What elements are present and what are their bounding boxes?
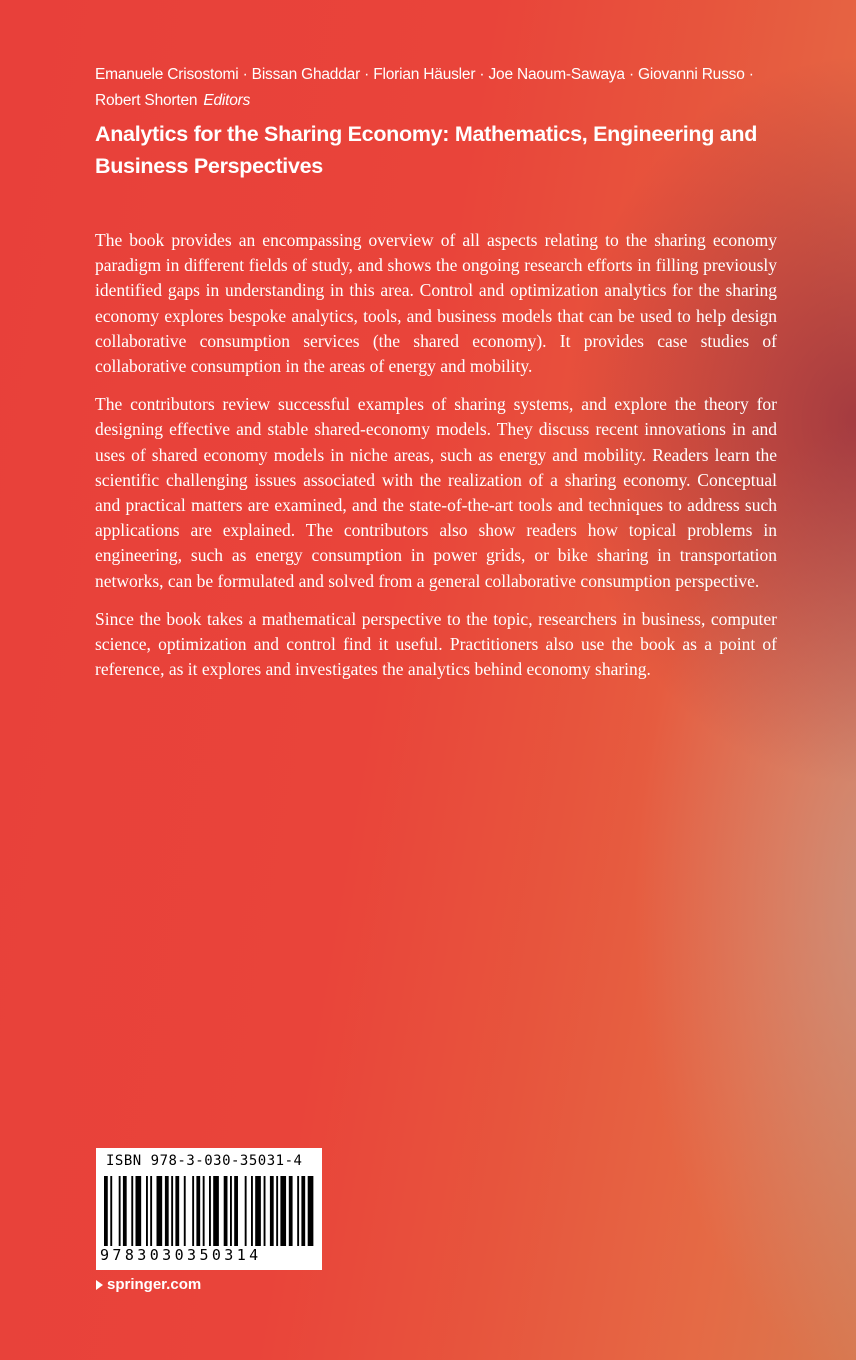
barcode-bar [192, 1176, 194, 1246]
barcode-bar [175, 1176, 179, 1246]
editor-names: Emanuele Crisostomi · Bissan Ghaddar · Florian Häusler · Joe Naoum-Sawaya · Giovanni Russo · Robert Shorten [95, 66, 754, 109]
barcode-bar [104, 1176, 108, 1246]
barcode-bar [213, 1176, 219, 1246]
barcode-bar [146, 1176, 148, 1246]
barcode-bar [308, 1176, 314, 1246]
barcode-bar [276, 1176, 278, 1246]
publisher-link-text: springer.com [107, 1276, 202, 1293]
barcode-bar [184, 1176, 186, 1246]
ean-digits: 9783030350314 [100, 1246, 262, 1264]
description-paragraph: Since the book takes a mathematical perspective to the topic, researchers in business, computer science, optimization and control find it useful. Practitioners also use the book as a point of reference, as it explores and investigates the analytics behind economy sharing. [95, 608, 777, 680]
isbn-barcode [96, 1148, 322, 1270]
barcode-bar [264, 1176, 266, 1246]
barcode-bar [234, 1176, 238, 1246]
barcode-bar [270, 1176, 274, 1246]
barcode-bar [131, 1176, 133, 1246]
barcode-bar [136, 1176, 142, 1246]
barcode-bar [280, 1176, 286, 1246]
barcode-bar [209, 1176, 211, 1246]
barcode-bar [224, 1176, 228, 1246]
description-paragraph: The book provides an encompassing overview of all aspects relating to the sharing economy paradigm in different fields of study, and shows the ongoing research efforts in filling previously identified gaps in understanding in this area. Control and optimization analytics for the sharing economy explores bespoke analytics, tools, and business models that can be used to help design collaborative consumption services (the shared economy). It provides case studies of collaborative consumption in the areas of energy and mobility. [95, 230, 777, 377]
barcode-bar [297, 1176, 299, 1246]
barcode-bar [230, 1176, 232, 1246]
barcode-bar [157, 1176, 163, 1246]
barcode-bars-icon [104, 1176, 314, 1246]
barcode-bar [171, 1176, 173, 1246]
barcode-bar [150, 1176, 152, 1246]
barcode-bar [165, 1176, 169, 1246]
barcode-bar [110, 1176, 112, 1246]
editors-line [95, 62, 775, 114]
barcode-bar [289, 1176, 293, 1246]
arrow-right-icon [96, 1280, 103, 1290]
barcode-bar [123, 1176, 127, 1246]
publisher-link[interactable] [96, 1276, 201, 1293]
editors-role: Editors [203, 92, 251, 109]
book-description [95, 228, 777, 695]
isbn-label: ISBN 978-3-030-35031-4 [106, 1153, 303, 1169]
barcode-bar [255, 1176, 261, 1246]
barcode-bar [203, 1176, 205, 1246]
barcode-bar [301, 1176, 305, 1246]
barcode-bar [245, 1176, 247, 1246]
barcode-bar [119, 1176, 121, 1246]
book-title: Analytics for the Sharing Economy: Mathematics, Engineering and Business Perspectives [95, 122, 758, 178]
barcode-bar [251, 1176, 253, 1246]
description-paragraph: The contributors review successful examples of sharing systems, and explore the theory for designing effective and stable shared-economy models. They discuss recent innovations in and uses of shared economy models in niche areas, such as energy and mobility. Readers learn the scientific challenging issues associated with the realization of a sharing economy. Conceptual and practical matters are examined, and the state-of-the-art tools and techniques to address such applications are explained. The contributors also show readers how topical problems in engineering, such as energy consumption in power grids, or bike sharing in transportation networks, can be formulated and solved from a general collaborative consumption perspective. [95, 394, 777, 591]
barcode-bar [196, 1176, 200, 1246]
